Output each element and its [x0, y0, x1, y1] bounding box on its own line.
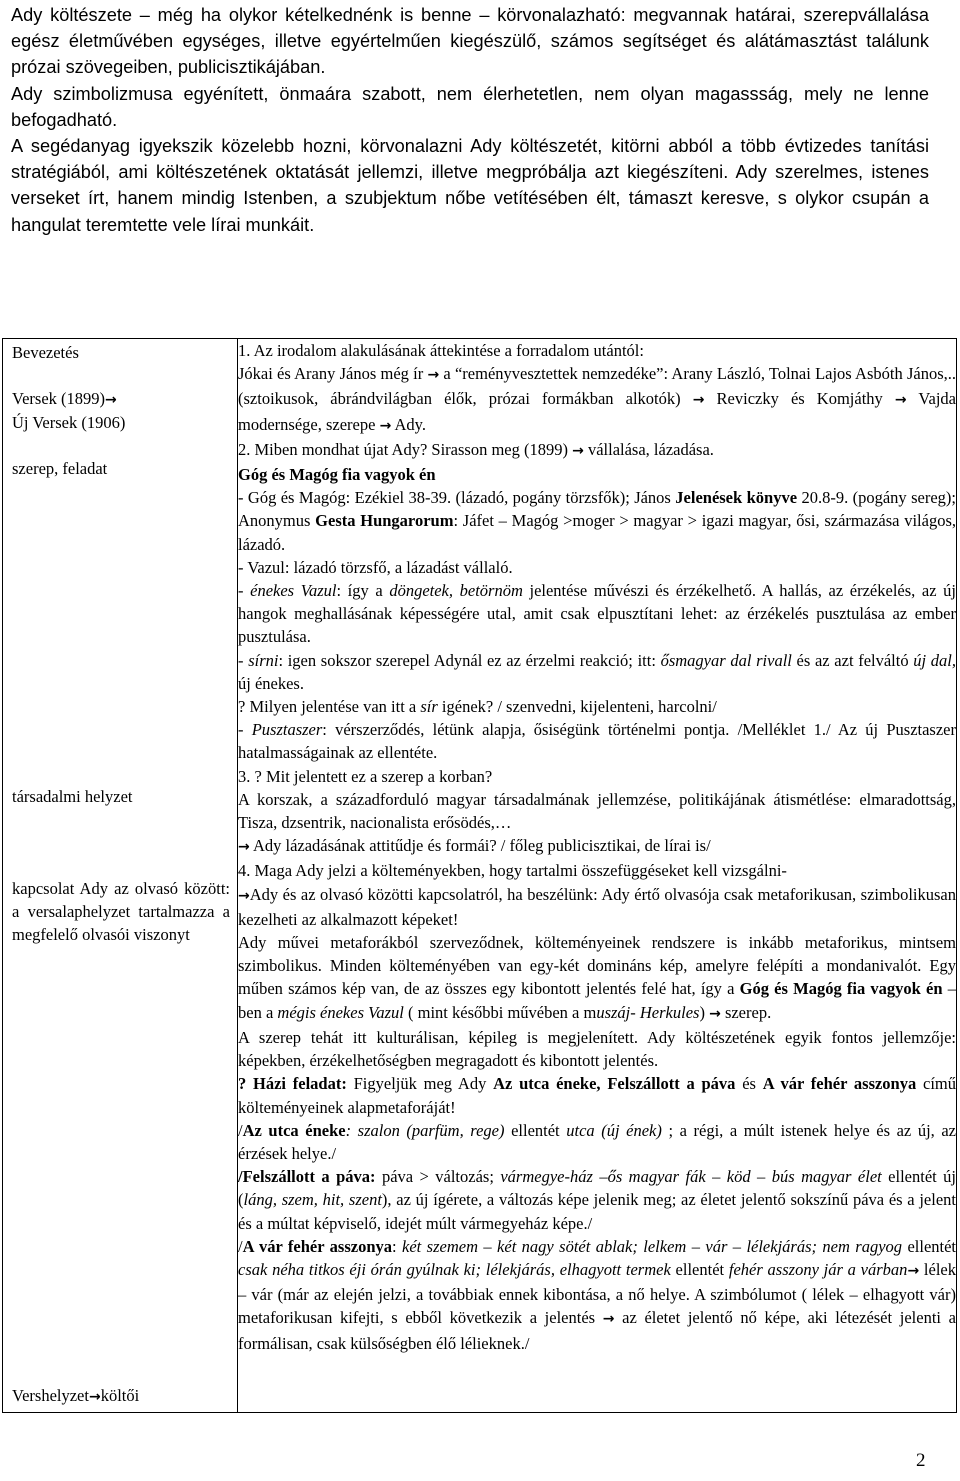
line-7: - énekes Vazul: így a döngetek, betörnöm jelentése művészi és érzékelhető. A hallás, az érzékelés, az új hangok meghallásának képességére utal, amit csak elpusztítani lehet: az érzékelés pusztulása az ember pusztulása. — [238, 581, 956, 647]
label-bevezetes: Bevezetés — [12, 343, 79, 362]
line-5: - Góg és Magóg: Ezékiel 38-39. (lázadó, pogány törzsfők); János Jelenések könyve 20.8-9. (pogány sereg); Anonymus Gesta Hungarorum: Jáfet – Magóg >moger > magyar > igazi magyar, ősi, származása világos, lázadó. — [238, 488, 956, 554]
label-uj-versek: Új Versek (1906) — [12, 413, 126, 432]
line-11: 3. ? Mit jelentett ez a szerep a korban? — [238, 766, 493, 786]
line-19: /Az utca éneke: szalon (parfüm, rege) ellentét utca (új ének) ; a régi, a múlt istenek helye és az új, az érzések helye./ — [238, 1120, 957, 1163]
left-column — [3, 339, 238, 1413]
label-szerep: szerep, feladat — [12, 459, 108, 478]
label-tarsadalmi: társadalmi helyzet — [12, 787, 133, 806]
label-versek-1899: Versek (1899)→ — [12, 389, 117, 408]
intro-text — [11, 2, 929, 238]
page-number: 2 — [916, 1450, 926, 1471]
line-10: - Pusztaszer: vérszerződés, létünk alapja, ősiségünk történelmi pontja. /Melléklet 1./ Az új Pusztaszer hatalmasságainak az ellentéte. — [238, 720, 956, 763]
line-8: - sírni: igen sokszor szerepel Adynál ez az érzelmi reakció; itt: ősmagyar dal rivall és az azt felváltó új dal, új énekes. — [238, 650, 957, 693]
line-21: /A vár fehér asszonya: két szemem – két nagy sötét ablak; lelkem – vár – lélekjárás; nem ragyog ellentét csak néha titkos éji órán gyúlnak ki; lélekjárás, elhagyott termek ellentét fehér asszony jár a várban→ lélek – vár (már az elején jelzi, a továbbiak ennek kibontása, a nő helye. A szimbólumot ( lélek – elhagyott vár) metaforikusan kifejti, s ebből következik a jelentés → az életet jelentő nő képe, aki létezését jelenti a formálisan, csak külsőségben élő lélieknek./ — [238, 1236, 957, 1353]
arrow-icon: → — [238, 887, 250, 904]
intro-paragraph-1: Ady költészete – még ha olykor kételkednénk is benne – körvonalazható: megvannak határai, szerepvállalása egész életművében egységes, illetve egyértelműen kiegészülő, számos segítséget és alátámasztást találunk prózai szövegeiben, publicisztikájában. — [11, 5, 929, 78]
arrow-icon: → — [692, 392, 705, 409]
line-1: 1. Az irodalom alakulásának áttekintése a forradalom utántól: — [238, 341, 644, 360]
content-table — [2, 338, 957, 1413]
line-17: A szerep tehát itt kulturálisan, képileg is megjelenített. Ady költészetének egyik fontos jellemzője: képekben, érzékelhetőségben megragadott és kibontott jelentés. — [238, 1027, 956, 1071]
arrow-icon: → — [379, 417, 392, 434]
arrow-icon: → — [907, 1262, 920, 1279]
line-18: ? Házi feladat: Figyeljük meg Ady Az utca éneke, Felszállott a páva és A vár fehér asszonya című költeményeinek alapmetaforáját! — [238, 1074, 957, 1117]
heading-gog-magog: Góg és Magóg fia vagyok én — [238, 465, 436, 485]
arrow-icon: → — [709, 1005, 721, 1022]
line-14: 4. Maga Ady jelzi a költeményekben, hogy tartalmi összefüggéseket kell vizsgálni- — [238, 861, 787, 881]
intro-paragraph-3: A segédanyag igyekszik közelebb hozni, körvonalazni Ady költészetét, kitörni abból a több évtizedes tanítási stratégiából, ami költészetének oktatását jellemzi, illetve megpróbálja azt kiegészíteni. Ady szerelmes, istenes verseket írt, hanem mindig Istenben, a szubjektum nőbe vetítésében élt, támaszt keresve, s olykor csupán a hangulat teremtette vele lírai munkáit. — [11, 136, 929, 235]
table-row — [3, 339, 957, 1413]
line-2: Jókai és Arany János még ír → a “reményvesztettek nemzedéke”: Arany László, Tolnai Lajos Asbóth János,.. (sztoikusok, ábrándvilágban élők, prózai formákban alkotók) → Reviczky és Komjáthy → Vajda modernsége, szerepe → Ady. — [238, 364, 956, 434]
label-vershelyzet: Vershelyzet→költői — [12, 1386, 140, 1405]
line-16: Ady művei metaforákból szerveződnek, költeményeinek rendszere is inkább metaforikus, mintsem szimbolikus. Minden költeményében van egy-két domináns kép, amelyre felépíti a mondanivalót. Egy műben számos kép van, de az összes egy kibontott jelentés felé hat, így a Góg és Magóg fia vagyok én – ben a mégis énekes Vazul ( mint későbbi művében a muszáj- Herkules) → szerep. — [238, 933, 956, 1022]
arrow-icon: → — [894, 392, 907, 409]
line-13: → Ady lázadásának attitűdje és formái? / főleg publicisztikai, de lírai is/ — [238, 836, 711, 856]
arrow-icon: → — [88, 1389, 101, 1405]
line-9: ? Milyen jelentése van itt a sír igének? / szenvedni, kijelenteni, harcolni/ — [238, 697, 717, 717]
arrow-icon: → — [572, 442, 584, 459]
arrow-icon: → — [105, 392, 117, 408]
right-text — [238, 339, 956, 1355]
intro-paragraph-2: Ady szimbolizmusa egyénített, önmaára szabott, nem élerhetetlen, nem olyan magassság, mely ne lenne befogadható. — [11, 83, 929, 130]
line-6: - Vazul: lázadó törzsfő, a lázadást vállaló. — [238, 557, 513, 577]
arrow-icon: → — [602, 1311, 615, 1328]
line-3: 2. Miben mondhat újat Ady? Sirasson meg (1899) → vállalása, lázadása. — [238, 439, 714, 459]
line-20: /Felszállott a páva: páva > változás; vármegye-ház –ős magyar fák – köd – bús magyar élet ellentét új (láng, szem, hit, szent), az új ígérete, a változás képe jelenik meg; az életet jelentő sokszínű páva és a jelent és a múltat képviselő, idejét múlt vármegyeház képe./ — [238, 1167, 956, 1233]
line-15: →Ady és az olvasó közötti kapcsolatról, ha beszélünk: Ady értő olvasója csak metaforikusan, szimbolikusan kezelheti az alkalmazott képeket! — [238, 884, 956, 929]
arrow-icon: → — [427, 367, 440, 384]
arrow-icon: → — [238, 839, 250, 856]
right-column — [238, 339, 957, 1413]
label-kapcsolat: kapcsolat Ady az olvasó között: a versalaphelyzet tartalmazza a megfelelő olvasói viszonyt — [12, 879, 230, 945]
line-12: A korszak, a századforduló magyar társadalmának jellemzése, politikájának átismétlése: elmaradottság, Tisza, dzsentrik, nacionalista erősödés,… — [238, 789, 956, 833]
